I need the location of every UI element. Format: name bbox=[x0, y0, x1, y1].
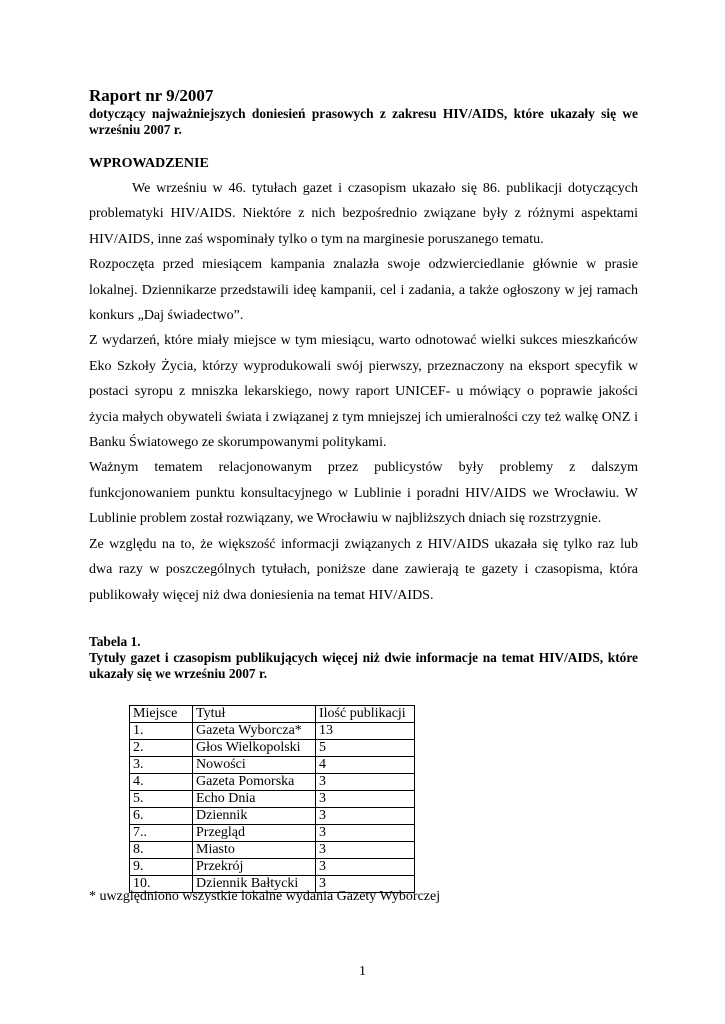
cell-place: 8. bbox=[130, 842, 193, 859]
cell-count: 3 bbox=[316, 876, 415, 893]
column-header-place: Miejsce bbox=[130, 706, 193, 723]
paragraph: We wrześniu w 46. tytułach gazet i czasopism ukazało się 86. publikacji dotyczących problematyki HIV/AIDS. Niektóre z nich bezpośrednio związane były z różnymi aspektami HIV/AIDS, inne zaś wspominały tylko o tym na marginesie poruszanego tematu. bbox=[89, 181, 638, 247]
cell-place: 7.. bbox=[130, 825, 193, 842]
cell-place: 4. bbox=[130, 774, 193, 791]
table-row bbox=[130, 774, 415, 791]
report-subtitle: dotyczący najważniejszych doniesień prasowych z zakresu HIV/AIDS, które ukazały się we wrześniu 2007 r. bbox=[89, 106, 638, 137]
table-row bbox=[130, 740, 415, 757]
paragraph: Ze względu na to, że większość informacji związanych z HIV/AIDS ukazała się tylko raz lub dwa razy w poszczególnych tytułach, poniższe dane zawierają te gazety i czasopisma, która publikowały więcej niż dwa doniesienia na temat HIV/AIDS. bbox=[89, 536, 638, 603]
cell-count: 3 bbox=[316, 842, 415, 859]
cell-count: 3 bbox=[316, 774, 415, 791]
table-row bbox=[130, 808, 415, 825]
table-row bbox=[130, 757, 415, 774]
cell-place: 3. bbox=[130, 757, 193, 774]
cell-place: 1. bbox=[130, 723, 193, 740]
table-row bbox=[130, 842, 415, 859]
cell-title: Echo Dnia bbox=[193, 791, 316, 808]
cell-title: Przegląd bbox=[193, 825, 316, 842]
paragraph: Ważnym tematem relacjonowanym przez publicystów były problemy z dalszym funkcjonowaniem punktu konsultacyjnego w Lublinie i poradni HIV/AIDS we Wrocławiu. W Lublinie problem został rozwiązany, we Wrocławiu w najbliższych dniach się rozstrzygnie. bbox=[89, 460, 638, 527]
table-caption: Tabela 1. bbox=[89, 634, 141, 649]
report-title: Raport nr 9/2007 bbox=[89, 86, 214, 105]
section-heading-introduction: WPROWADZENIE bbox=[89, 156, 209, 171]
cell-title: Dziennik bbox=[193, 808, 316, 825]
table-row bbox=[130, 791, 415, 808]
cell-title: Przekrój bbox=[193, 859, 316, 876]
cell-place: 6. bbox=[130, 808, 193, 825]
cell-count: 3 bbox=[316, 791, 415, 808]
table-footnote: * uwzględniono wszystkie lokalne wydania Gazety Wyborczej bbox=[89, 889, 441, 904]
cell-title: Głos Wielkopolski bbox=[193, 740, 316, 757]
column-header-count: Ilość publikacji bbox=[316, 706, 415, 723]
cell-title: Nowości bbox=[193, 757, 316, 774]
table-row bbox=[130, 859, 415, 876]
cell-place: 5. bbox=[130, 791, 193, 808]
table-header-row bbox=[130, 706, 415, 723]
table-row bbox=[130, 723, 415, 740]
cell-count: 5 bbox=[316, 740, 415, 757]
cell-count: 3 bbox=[316, 808, 415, 825]
cell-title: Miasto bbox=[193, 842, 316, 859]
table-row bbox=[130, 825, 415, 842]
cell-title: Gazeta Pomorska bbox=[193, 774, 316, 791]
paragraph: Rozpoczęta przed miesiącem kampania znalazła swoje odzwierciedlanie głównie w prasie lokalnej. Dziennikarze przedstawili ideę kampanii, cel i zadania, a także ogłoszony w jej ramach konkurs „Daj świadectwo”. bbox=[89, 257, 638, 324]
publications-table bbox=[129, 705, 415, 893]
cell-place: 9. bbox=[130, 859, 193, 876]
cell-count: 4 bbox=[316, 757, 415, 774]
introduction-body bbox=[89, 176, 638, 608]
paragraph: Z wydarzeń, które miały miejsce w tym miesiącu, warto odnotować wielki sukces mieszkańców Eko Szkoły Życia, którzy wyprodukowali swój pierwszy, przeznaczony na eksport specyfik w postaci syropu z mniszka lekarskiego, nowy raport UNICEF- u mówiący o poprawie jakości życia małych obywateli świata i związanej z tym mniejszej ich umieralności czy też walkę ONZ i Banku Światowego ze skorumpowanymi politykami. bbox=[89, 333, 638, 451]
cell-title: Dziennik Bałtycki bbox=[193, 876, 316, 893]
cell-title: Gazeta Wyborcza* bbox=[193, 723, 316, 740]
page-number: 1 bbox=[359, 964, 366, 979]
cell-count: 3 bbox=[316, 825, 415, 842]
cell-count: 3 bbox=[316, 859, 415, 876]
cell-count: 13 bbox=[316, 723, 415, 740]
column-header-title: Tytuł bbox=[193, 706, 316, 723]
cell-place: 10. bbox=[130, 876, 193, 893]
table-description: Tytuły gazet i czasopism publikujących więcej niż dwie informacje na temat HIV/AIDS, które ukazały się we wrześniu 2007 r. bbox=[89, 650, 638, 681]
cell-place: 2. bbox=[130, 740, 193, 757]
